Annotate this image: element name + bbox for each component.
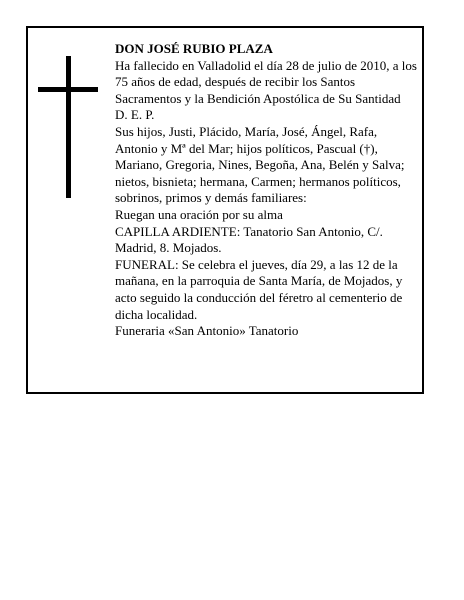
funeral-home: Funeraria «San Antonio» Tanatorio bbox=[115, 323, 299, 339]
funeral-info: FUNERAL: Se celebra el jueves, día 29, a las 12 de la mañana, en la parroquia de Santa María, de Mojados, y acto seguido la conducción del féretro al cementerio de dicha localidad. bbox=[115, 256, 403, 322]
notice-text bbox=[115, 41, 417, 340]
chapel-info: CAPILLA ARDIENTE: Tanatorio San Antonio, C/. Madrid, 8. Mojados. bbox=[115, 223, 383, 256]
prayer-request: Ruegan una oración por su alma bbox=[115, 206, 283, 222]
obituary-notice bbox=[26, 26, 424, 394]
cross-horizontal-bar bbox=[38, 87, 98, 92]
deceased-name: DON JOSÉ RUBIO PLAZA bbox=[115, 41, 273, 56]
family-list: Sus hijos, Justi, Plácido, María, José, Ángel, Rafa, Antonio y Mª del Mar; hijos políticos, Pascual (†), Mariano, Gregoria, Nines, Begoña, Ana, Belén y Salva; nietos, bisnieta; hermana, Carmen; hermanos políticos, sobrinos, primos y demás familiares: bbox=[115, 123, 405, 206]
rest-in-peace: D. E. P. bbox=[115, 107, 155, 123]
cross-icon bbox=[38, 56, 98, 198]
cross-vertical-bar bbox=[66, 56, 71, 198]
death-announcement: Ha fallecido en Valladolid el día 28 de julio de 2010, a los 75 años de edad, después de recibir los Santos Sacramentos y la Bendición Apostólica de Su Santidad bbox=[115, 57, 417, 106]
